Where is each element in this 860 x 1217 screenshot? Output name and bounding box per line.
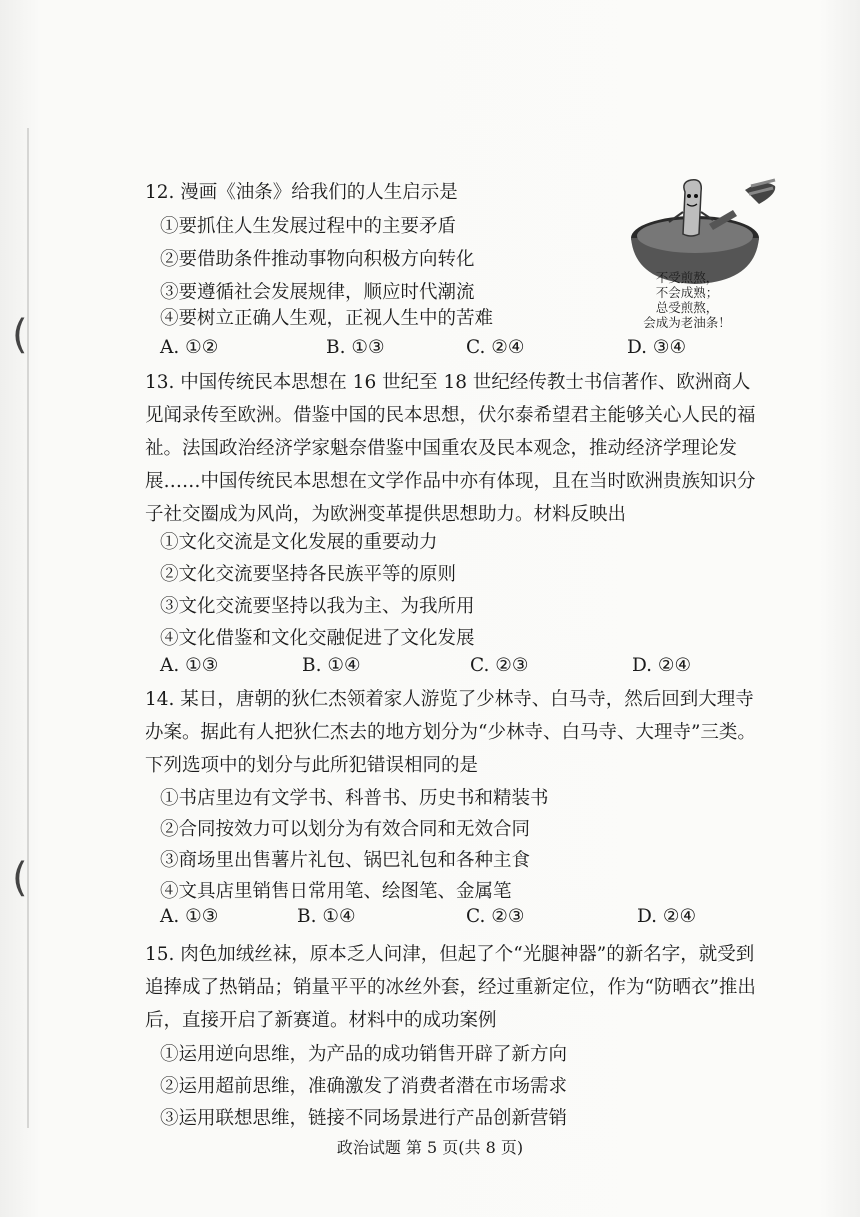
q13-choice-d: D. ②④ xyxy=(632,655,692,676)
q14-option-1: ①书店里边有文学书、科普书、历史书和精装书 xyxy=(160,788,549,809)
caption-line: 不受煎熬， xyxy=(655,270,719,285)
cartoon-caption xyxy=(632,270,742,330)
q13-option-3: ③文化交流要坚持以我为主、为我所用 xyxy=(160,596,475,617)
q14-choice-d: D. ②④ xyxy=(637,906,697,927)
q14-choice-a: A. ①③ xyxy=(160,906,219,927)
q13-choice-a: A. ①③ xyxy=(160,655,219,676)
q14-option-2: ②合同按效力可以划分为有效合同和无效合同 xyxy=(160,819,531,840)
q13-choice-b: B. ①④ xyxy=(302,655,361,676)
question-13-stem: 13. 中国传统民本思想在 16 世纪至 18 世纪经传教士书信著作、欧洲商人见闻录传至欧洲。借鉴中国的民本思想，伏尔泰希望君主能够关心人民的福祉。法国政治经济学家魁奈借鉴中国重农及民本观念，推动经济学理论发展……中国传统民本思想在文学作品中亦有体现，且在当时欧洲贵族知识分子社交圈成为风尚，为欧洲变革提供思想助力。材料反映出 xyxy=(145,372,756,525)
binding-mark: ( xyxy=(12,312,28,358)
q13-choice-c: C. ②③ xyxy=(470,655,529,676)
q12-option-2: ②要借助条件推动事物向积极方向转化 xyxy=(160,249,475,270)
q15-option-1: ①运用逆向思维，为产品的成功销售开辟了新方向 xyxy=(160,1044,568,1065)
q15-option-3: ③运用联想思维，链接不同场景进行产品创新营销 xyxy=(160,1108,568,1129)
q12-choice-d: D. ③④ xyxy=(627,337,687,358)
question-12-stem: 12. 漫画《油条》给我们的人生启示是 xyxy=(145,182,458,203)
q12-choice-b: B. ①③ xyxy=(326,337,385,358)
binding-mark: ( xyxy=(12,855,28,901)
q13-option-1: ①文化交流是文化发展的重要动力 xyxy=(160,532,438,553)
q12-option-1: ①要抓住人生发展过程中的主要矛盾 xyxy=(160,216,457,237)
question-15-stem: 15. 肉色加绒丝袜，原本乏人问津，但起了个“光腿神器”的新名字，就受到追捧成了热销品；销量平平的冰丝外套，经过重新定位，作为“防晒衣”推出后，直接开启了新赛道。材料中的成功案例 xyxy=(145,944,756,1031)
q12-option-4: ④要树立正确人生观，正视人生中的苦难 xyxy=(160,308,494,329)
q14-option-4: ④文具店里销售日常用笔、绘图笔、金属笔 xyxy=(160,881,512,902)
q14-choice-b: B. ①④ xyxy=(297,906,356,927)
q14-choice-c: C. ②③ xyxy=(466,906,525,927)
q12-option-3: ③要遵循社会发展规律，顺应时代潮流 xyxy=(160,282,475,303)
question-14-stem: 14. 某日，唐朝的狄仁杰领着家人游览了少林寺、白马寺，然后回到大理寺办案。据此有人把狄仁杰去的地方划分为“少林寺、白马寺、大理寺”三类。下列选项中的划分与此所犯错误相同的是 xyxy=(145,689,756,776)
q13-option-2: ②文化交流要坚持各民族平等的原则 xyxy=(160,564,457,585)
caption-line: 不会成熟； xyxy=(655,285,719,300)
q13-option-4: ④文化借鉴和文化交融促进了文化发展 xyxy=(160,628,475,649)
q12-choice-a: A. ①② xyxy=(160,337,219,358)
caption-line: 会成为老油条！ xyxy=(643,315,731,330)
q14-option-3: ③商场里出售薯片礼包、锅巴礼包和各种主食 xyxy=(160,850,531,871)
q12-choice-c: C. ②④ xyxy=(466,337,525,358)
page-footer: 政治试题 第 5 页(共 8 页) xyxy=(336,1138,524,1157)
page-edge-line xyxy=(27,128,29,1128)
caption-line: 总受煎熬， xyxy=(655,300,719,315)
q15-option-2: ②运用超前思维，准确激发了消费者潜在市场需求 xyxy=(160,1076,568,1097)
